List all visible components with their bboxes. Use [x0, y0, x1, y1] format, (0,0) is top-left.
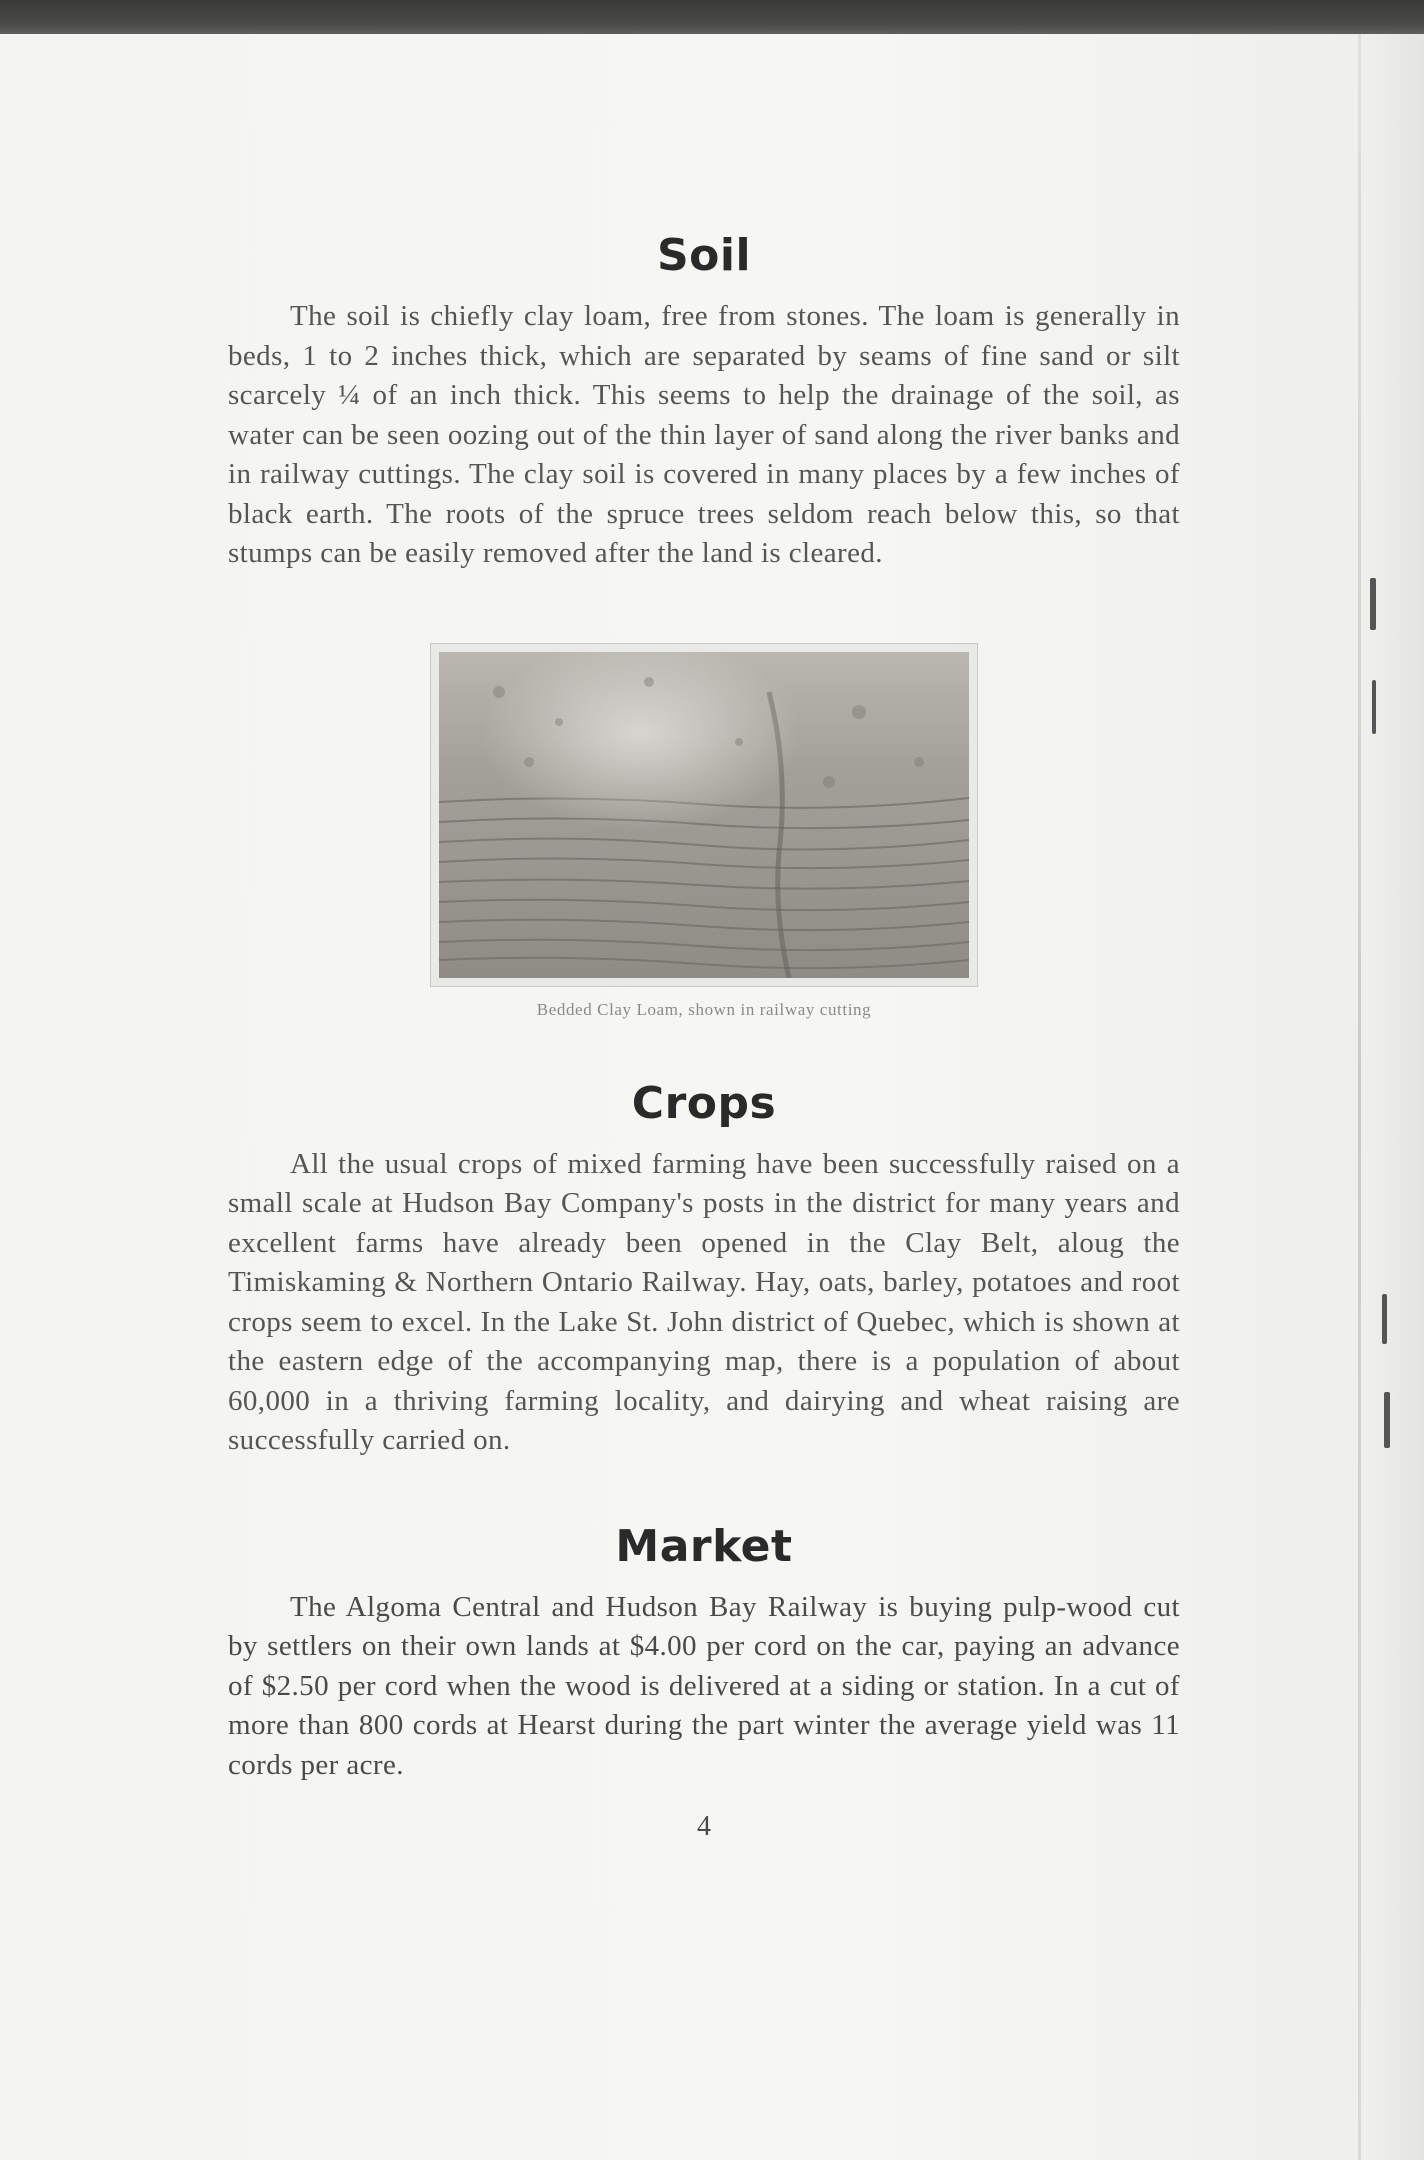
- crops-paragraph: All the usual crops of mixed farming have been successfully raised on a small scale at Hudson Bay Company's posts in the district for many years and excellent farms have already been opened in the Clay Belt, aloug the Timiskaming & Northern Ontario Railway. Hay, oats, barley, potatoes and root crops seem to excel. In the Lake St. John district of Quebec, which is shown at the eastern edge of the accompanying map, there is a population of about 60,000 in a thriving farming locality, and dairying and wheat raising are successfully carried on.: [228, 1147, 1180, 1456]
- page-number: 4: [697, 1811, 711, 1842]
- soil-figure: [431, 644, 977, 1020]
- figure-caption: Bedded Clay Loam, shown in railway cutting: [536, 999, 872, 1019]
- clay-loam-photo-image: [439, 652, 969, 978]
- binding-mark: [1384, 1392, 1390, 1448]
- page-content: [228, 220, 1180, 1843]
- market-paragraph: The Algoma Central and Hudson Bay Railway is buying pulp-wood cut by settlers on their own lands at $4.00 per cord on the car, paying an advance of $2.50 per cord when the wood is delivered at a siding or station. In a cut of more than 800 cords at Hearst during the part winter the average yield was 11 cords per acre.: [228, 1590, 1180, 1781]
- binding-mark: [1372, 680, 1376, 734]
- page-gutter-shadow: [1358, 34, 1361, 2160]
- binding-mark: [1382, 1294, 1387, 1344]
- clay-loam-photo: [431, 644, 977, 986]
- soil-paragraph: The soil is chiefly clay loam, free from stones. The loam is generally in beds, 1 to 2 inches thick, which are separated by seams of fine sand or silt scarcely ¼ of an inch thick. This seems to help the drainage of the soil, as water can be seen oozing out of the thin layer of sand along the river banks and in railway cuttings. The clay soil is covered in many places by a few inches of black earth. The roots of the spruce trees seldom reach below this, so that stumps can be easily removed after the land is cleared.: [228, 300, 1180, 569]
- binding-mark: [1370, 578, 1376, 630]
- market-heading: Market: [615, 1520, 793, 1572]
- soil-heading: Soil: [656, 230, 752, 281]
- crops-heading: Crops: [631, 1077, 777, 1129]
